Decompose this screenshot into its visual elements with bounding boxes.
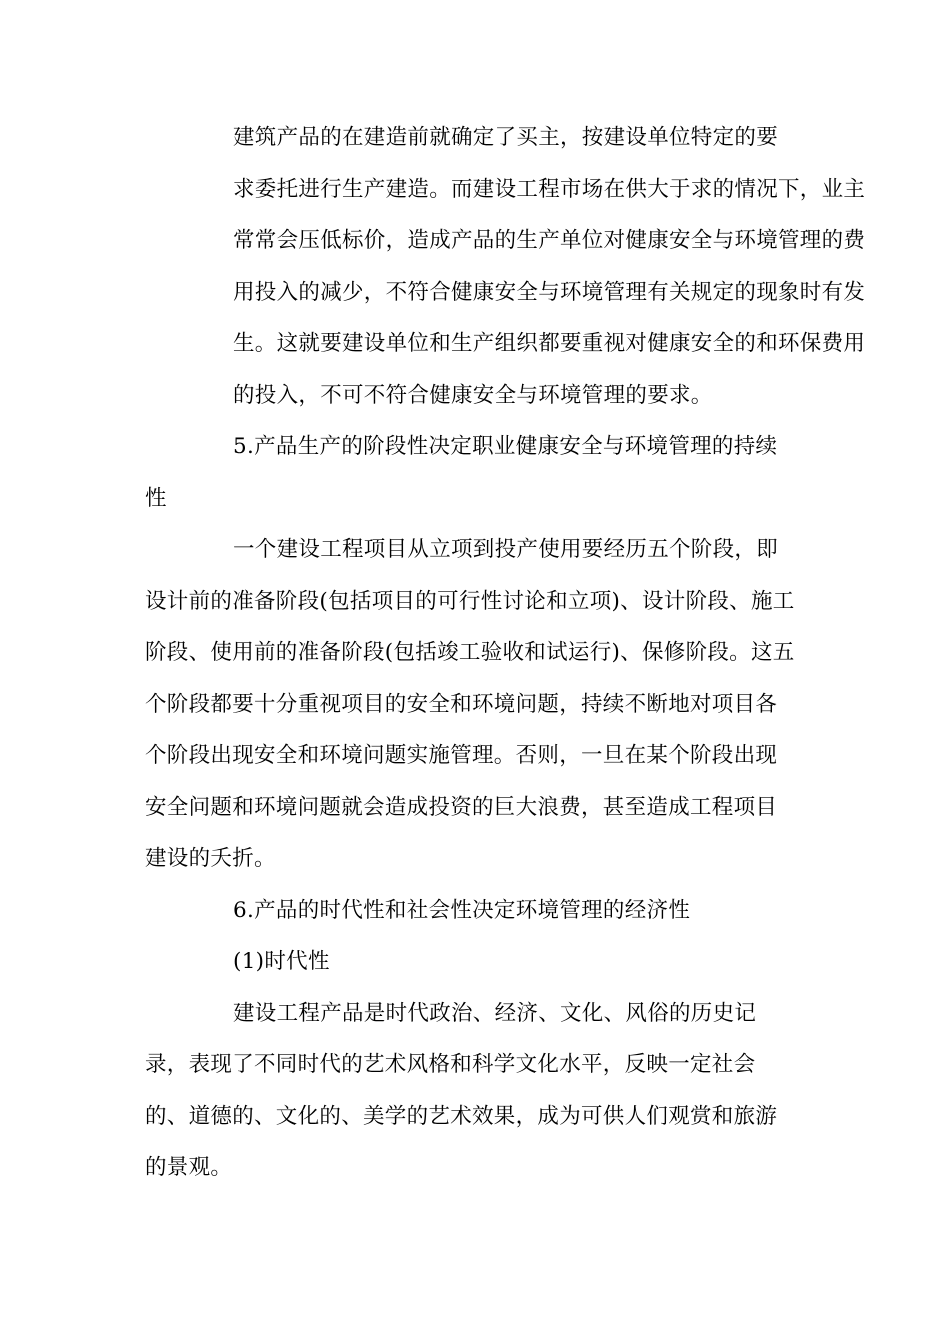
text-line: 6.产品的时代性和社会性决定环境管理的经济性 xyxy=(233,897,691,923)
text-line: 一个建设工程项目从立项到投产使用要经历五个阶段，即 xyxy=(233,537,779,562)
text-line: 个阶段都要十分重视项目的安全和环境问题，持续不断地对项目各 xyxy=(145,691,778,717)
text-line: 的景观。 xyxy=(145,1155,233,1180)
text-line: 的投入，不可不符合健康安全与环境管理的要求。 xyxy=(233,382,713,408)
heading-subsection-1 xyxy=(145,936,811,988)
text-line: 建筑产品的在建造前就确定了买主，按建设单位特定的要 xyxy=(233,125,779,150)
text-line: 常常会压低标价，造成产品的生产单位对健康安全与环境管理的费 xyxy=(233,228,866,253)
text-line: (1)时代性 xyxy=(233,949,330,974)
paragraph-era-character xyxy=(145,988,811,1194)
text-line: 建设工程产品是时代政治、经济、文化、风俗的历史记 xyxy=(233,1000,757,1026)
text-line: 5.产品生产的阶段性决定职业健康安全与环境管理的持续 xyxy=(233,434,778,459)
text-line: 录，表现了不同时代的艺术风格和科学文化水平，反映一定社会 xyxy=(145,1052,756,1077)
text-line: 用投入的减少，不符合健康安全与环境管理有关规定的现象时有发 xyxy=(233,279,866,305)
text-line: 的、道德的、文化的、美学的艺术效果，成为可供人们观赏和旅游 xyxy=(145,1103,778,1129)
text-line: 安全问题和环境问题就会造成投资的巨大浪费，甚至造成工程项目 xyxy=(145,794,778,820)
text-line: 性 xyxy=(145,485,167,511)
heading-section-5 xyxy=(145,421,811,524)
text-line: 求委托进行生产建造。而建设工程市场在供大于求的情况下，业主 xyxy=(233,176,866,202)
heading-section-6 xyxy=(145,885,811,937)
text-line: 个阶段出现安全和环境问题实施管理。否则，一旦在某个阶段出现 xyxy=(145,743,778,768)
text-line: 生。这就要建设单位和生产组织都要重视对健康安全的和环保费用 xyxy=(233,331,866,356)
text-line: 阶段、使用前的准备阶段(包括竣工验收和试运行)、保修阶段。这五 xyxy=(145,640,795,665)
document-body xyxy=(145,112,866,1194)
text-line: 设计前的准备阶段(包括项目的可行性讨论和立项)、设计阶段、施工 xyxy=(145,588,795,614)
paragraph-product-buyer xyxy=(145,112,866,421)
text-line: 建设的夭折。 xyxy=(145,846,276,871)
paragraph-project-stages xyxy=(145,524,811,885)
